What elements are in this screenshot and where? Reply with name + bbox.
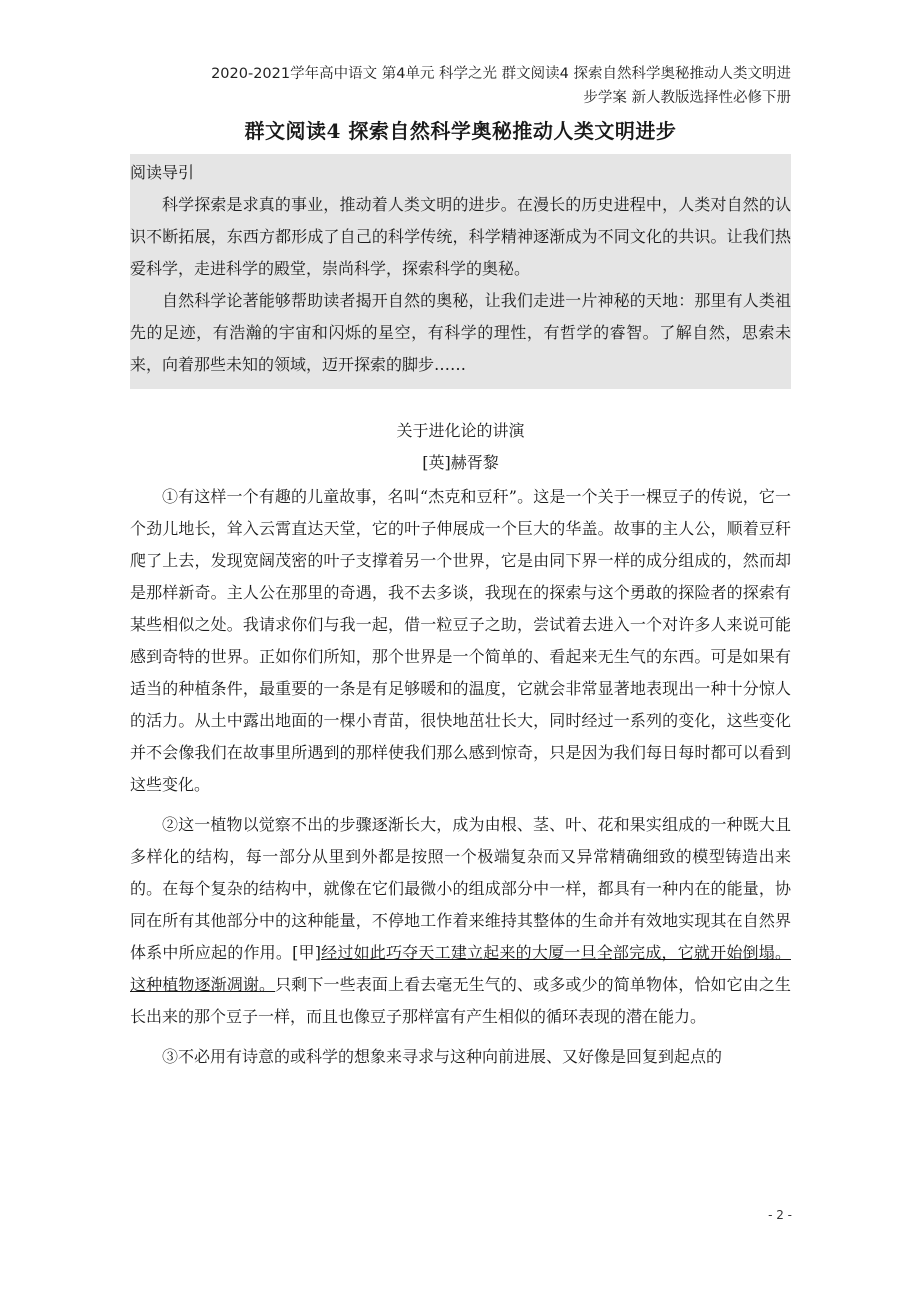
- article-paragraph-2: [130, 809, 791, 1033]
- article-paragraph-3: ③不必用有诗意的或科学的想象来寻求与这种向前进展、又好像是回复到起点的: [162, 1047, 723, 1066]
- paragraph-2-text-before: ②这一植物以觉察不出的步骤逐渐长大，成为由根、茎、叶、花和果实组成的一种既大且多样化的结构，每一部分从里到外都是按照一个极端复杂而又异常精确细致的模型铸造出来的。在每个复杂的结构中，就像在它们最微小的组成部分中一样，都具有一种内在的能量，协同在所有其他部分中的这种能量，不停地工作着来维持其整体的生命并有效地实现其在自然界体系中所应起的作用。[甲]: [130, 815, 791, 962]
- article-author: [英]赫胥黎: [422, 453, 499, 472]
- reading-guide-heading: 阅读导引: [130, 163, 195, 182]
- running-header-line-1: 2020-2021学年高中语文 第4单元 科学之光 群文阅读4 探索自然科学奥秘推动人类文明进: [211, 66, 791, 82]
- reading-guide-paragraph-2: 自然科学论著能够帮助读者揭开自然的奥秘，让我们走进一片神秘的天地：那里有人类祖先的足迹，有浩瀚的宇宙和闪烁的星空，有科学的理性，有哲学的睿智。了解自然，思索未来，向着那些未知的领域，迈开探索的脚步……: [130, 291, 791, 374]
- underlined-passage-jia: 经过如此巧夺天工建立起来的大厦一旦全部完成，它就开始倒塌。这种植物逐渐凋谢。: [130, 943, 791, 994]
- running-header-line-2: 步学案 新人教版选择性必修下册: [583, 90, 791, 106]
- running-header: [130, 62, 791, 110]
- reading-guide-box: [130, 154, 791, 389]
- document-title: 群文阅读4 探索自然科学奥秘推动人类文明进步: [244, 119, 677, 143]
- reading-guide-paragraph-1: 科学探索是求真的事业，推动着人类文明的进步。在漫长的历史进程中，人类对自然的认识不断拓展，东西方都形成了自己的科学传统，科学精神逐渐成为不同文化的共识。让我们热爱科学，走进科学的殿堂，崇尚科学，探索科学的奥秘。: [130, 195, 791, 278]
- document-page: [130, 62, 791, 1081]
- paragraph-2-text-after: 只剩下一些表面上看去毫无生气的、或多或少的简单物体，恰如它由之生长出来的那个豆子一样，而且也像豆子那样富有产生相似的循环表现的潜在能力。: [130, 975, 791, 1026]
- page-number: - 2 -: [768, 1208, 792, 1222]
- article-title: 关于进化论的讲演: [396, 421, 525, 440]
- article-paragraph-1: ①有这样一个有趣的儿童故事，名叫“杰克和豆秆”。这是一个关于一棵豆子的传说，它一个劲儿地长，耸入云霄直达天堂，它的叶子伸展成一个巨大的华盖。故事的主人公，顺着豆秆爬了上去，发现宽阔茂密的叶子支撑着另一个世界，它是由同下界一样的成分组成的，然而却是那样新奇。主人公在那里的奇遇，我不去多谈，我现在的探索与这个勇敢的探险者的探索有某些相似之处。我请求你们与我一起，借一粒豆子之助，尝试着去进入一个对许多人来说可能感到奇特的世界。正如你们所知，那个世界是一个简单的、看起来无生气的东西。可是如果有适当的种植条件，最重要的一条是有足够暖和的温度，它就会非常显著地表现出一种十分惊人的活力。从土中露出地面的一棵小青苗，很快地茁壮长大，同时经过一系列的变化，这些变化并不会像我们在故事里所遇到的那样使我们那么感到惊奇，只是因为我们每日每时都可以看到这些变化。: [130, 487, 791, 794]
